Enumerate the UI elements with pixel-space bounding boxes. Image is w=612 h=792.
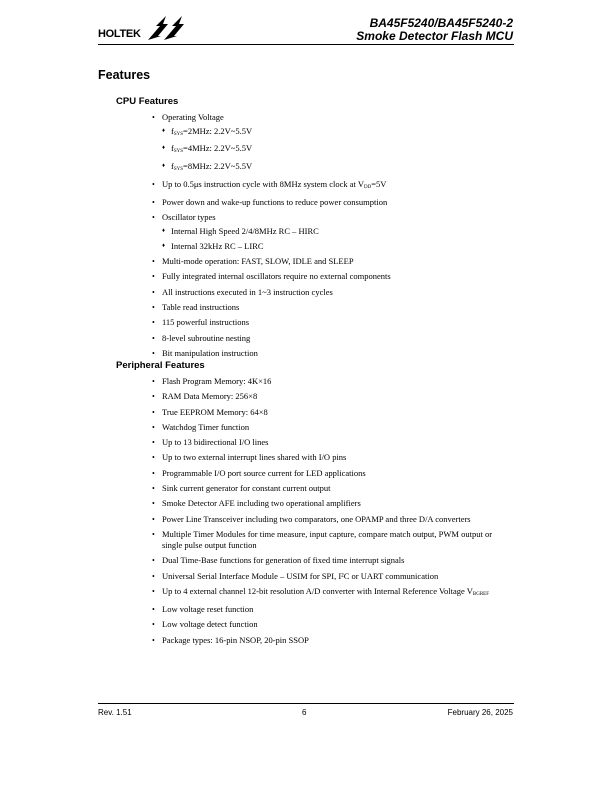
list-item: • Fully integrated internal oscillators require no external components: [150, 271, 514, 282]
sub-list-item: ♦ fSYS=8MHz: 2.2V~5.5V: [162, 161, 514, 175]
cpu-features-heading: CPU Features: [116, 96, 179, 107]
oscillator-types-label: Oscillator types: [162, 212, 216, 223]
list-item: • Watchdog Timer function: [150, 422, 514, 433]
list-item: • 8-level subroutine nesting: [150, 333, 514, 344]
sub-list-item: ♦ fSYS=4MHz: 2.2V~5.5V: [162, 143, 514, 157]
product-name: Smoke Detector Flash MCU: [356, 29, 513, 43]
list-item: • Package types: 16-pin NSOP, 20-pin SSOP: [150, 635, 514, 646]
voltage-sublist: [162, 126, 514, 175]
peripheral-features-list: [150, 376, 514, 650]
list-item: • Universal Serial Interface Module – USIM for SPI, I²C or UART communication: [150, 571, 514, 582]
page-number: 6: [302, 708, 307, 717]
date-label: February 26, 2025: [447, 708, 513, 717]
list-item: • Up to 13 bidirectional I/O lines: [150, 437, 514, 448]
part-number: BA45F5240/BA45F5240-2: [369, 16, 513, 30]
list-item: • Table read instructions: [150, 302, 514, 313]
list-item: • Up to 0.5μs instruction cycle with 8MHz system clock at VDD=5V: [150, 179, 514, 193]
list-item: • Programmable I/O port source current for LED applications: [150, 468, 514, 479]
holtek-logo: [98, 14, 188, 42]
operating-voltage-label: Operating Voltage: [162, 112, 224, 122]
list-item: • Smoke Detector AFE including two operational amplifiers: [150, 498, 514, 509]
list-item: • Sink current generator for constant current output: [150, 483, 514, 494]
list-item: • Power down and wake-up functions to reduce power consumption: [150, 197, 514, 208]
sub-list-item: ♦ Internal High Speed 2/4/8MHz RC – HIRC: [162, 226, 514, 237]
list-item: • All instructions executed in 1~3 instruction cycles: [150, 287, 514, 298]
list-item: • True EEPROM Memory: 64×8: [150, 407, 514, 418]
list-item: • Up to 4 external channel 12-bit resolution A/D converter with Internal Reference Voltage VBGREF: [150, 586, 514, 600]
list-item: • Multi-mode operation: FAST, SLOW, IDLE and SLEEP: [150, 256, 514, 267]
list-item: • Low voltage detect function: [150, 619, 514, 630]
oscillator-sublist: [162, 226, 514, 251]
list-item: • RAM Data Memory: 256×8: [150, 391, 514, 402]
revision-label: Rev. 1.51: [98, 708, 132, 717]
list-item: • Power Line Transceiver including two comparators, one OPAMP and three D/A converters: [150, 514, 514, 525]
header-divider: [98, 44, 514, 45]
logo-mark-icon: [146, 14, 186, 42]
sub-list-item: ♦ fSYS=2MHz: 2.2V~5.5V: [162, 126, 514, 140]
logo-text: HOLTEK: [98, 28, 141, 40]
list-item: • 115 powerful instructions: [150, 317, 514, 328]
list-item: [150, 212, 514, 251]
list-item: [150, 112, 514, 175]
list-item: • Low voltage reset function: [150, 604, 514, 615]
list-item: • Bit manipulation instruction: [150, 348, 514, 359]
list-item: • Multiple Timer Modules for time measure, input capture, compare match output, PWM output or single pulse output function: [150, 529, 514, 551]
list-item: • Flash Program Memory: 4K×16: [150, 376, 514, 387]
footer-divider: [98, 703, 514, 704]
sub-list-item: ♦ Internal 32kHz RC – LIRC: [162, 241, 514, 252]
section-title: Features: [98, 68, 151, 82]
list-item: • Dual Time-Base functions for generation of fixed time interrupt signals: [150, 555, 514, 566]
document-title: [356, 17, 513, 43]
peripheral-features-heading: Peripheral Features: [116, 360, 205, 371]
list-item: • Up to two external interrupt lines shared with I/O pins: [150, 452, 514, 463]
cpu-features-list: [150, 112, 514, 363]
